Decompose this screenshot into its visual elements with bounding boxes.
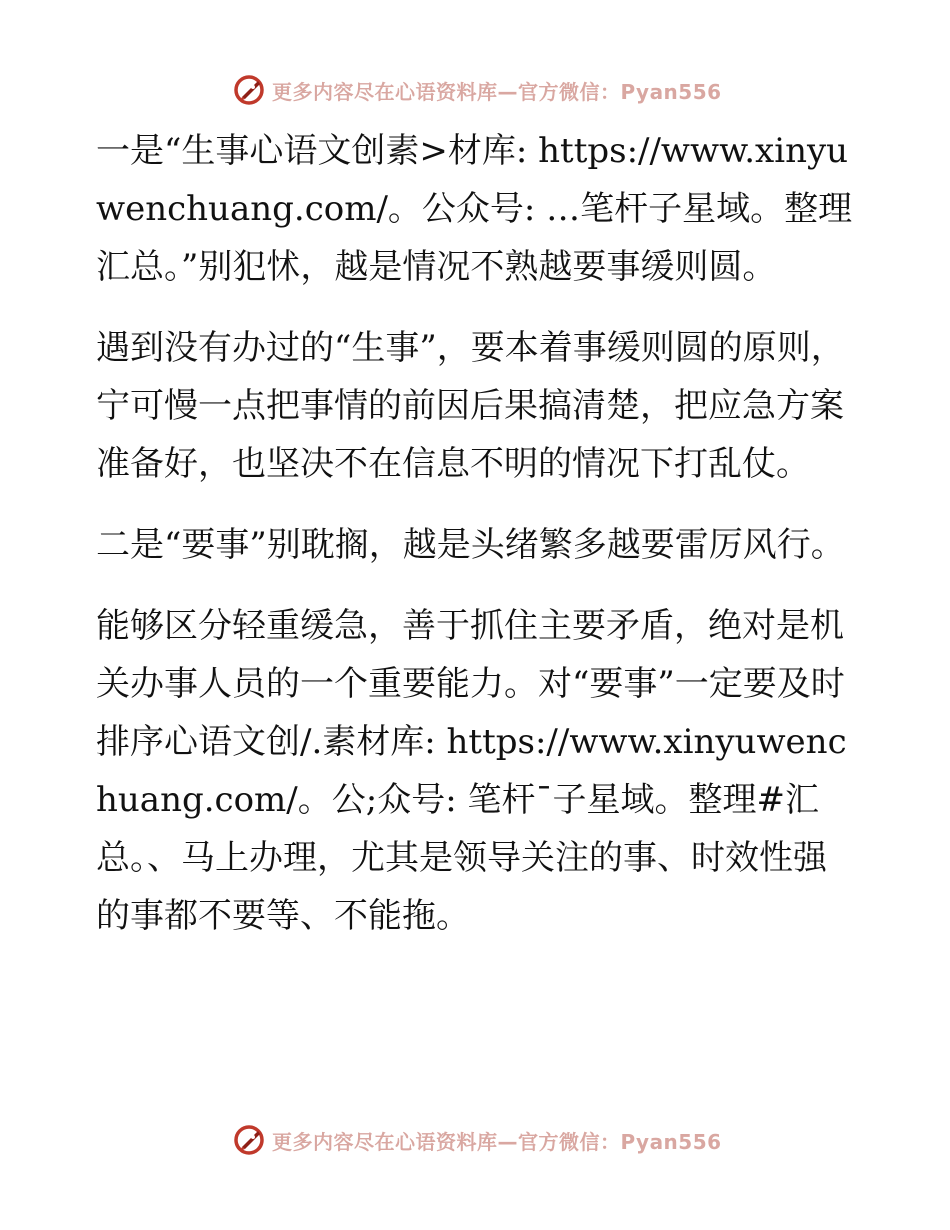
pen-nib-logo-icon: [232, 73, 266, 107]
pen-nib-logo-icon: [232, 1123, 266, 1157]
paragraph-4: 能够区分轻重缓急，善于抓住主要矛盾，绝对是机关办事人员的一个重要能力。对“要事”一定要及时排序心语文创/.素材库: https://www.xinyuwenchuang.com/。公;众号: 笔杆¯子星域。整理#汇总。、马上办理，尤其是领导关注的事、时效性强的事都不要等、不能拖。: [96, 606, 847, 936]
header-banner: [232, 70, 752, 110]
footer-banner: [232, 1120, 752, 1160]
paragraph-1: 一是“生事心语文创素>材库: https://www.xinyuwenchuang.com/。公众号: …笔杆子星域。整理汇总。”别犯怵，越是情况不熟越要事缓则圆。: [96, 131, 853, 287]
document-body: [96, 122, 856, 968]
paragraph-2: 遇到没有办过的“生事”，要本着事缓则圆的原则，宁可慢一点把事情的前因后果搞清楚，把应急方案准备好，也坚决不在信息不明的情况下打乱仗。: [96, 328, 845, 484]
header-banner-text: 更多内容尽在心语资料库—官方微信：Pyan556: [272, 79, 722, 104]
footer-banner-text: 更多内容尽在心语资料库—官方微信：Pyan556: [272, 1129, 722, 1154]
paragraph-3: 二是“要事”别耽搁，越是头绪繁多越要雷厉风行。: [96, 525, 845, 565]
